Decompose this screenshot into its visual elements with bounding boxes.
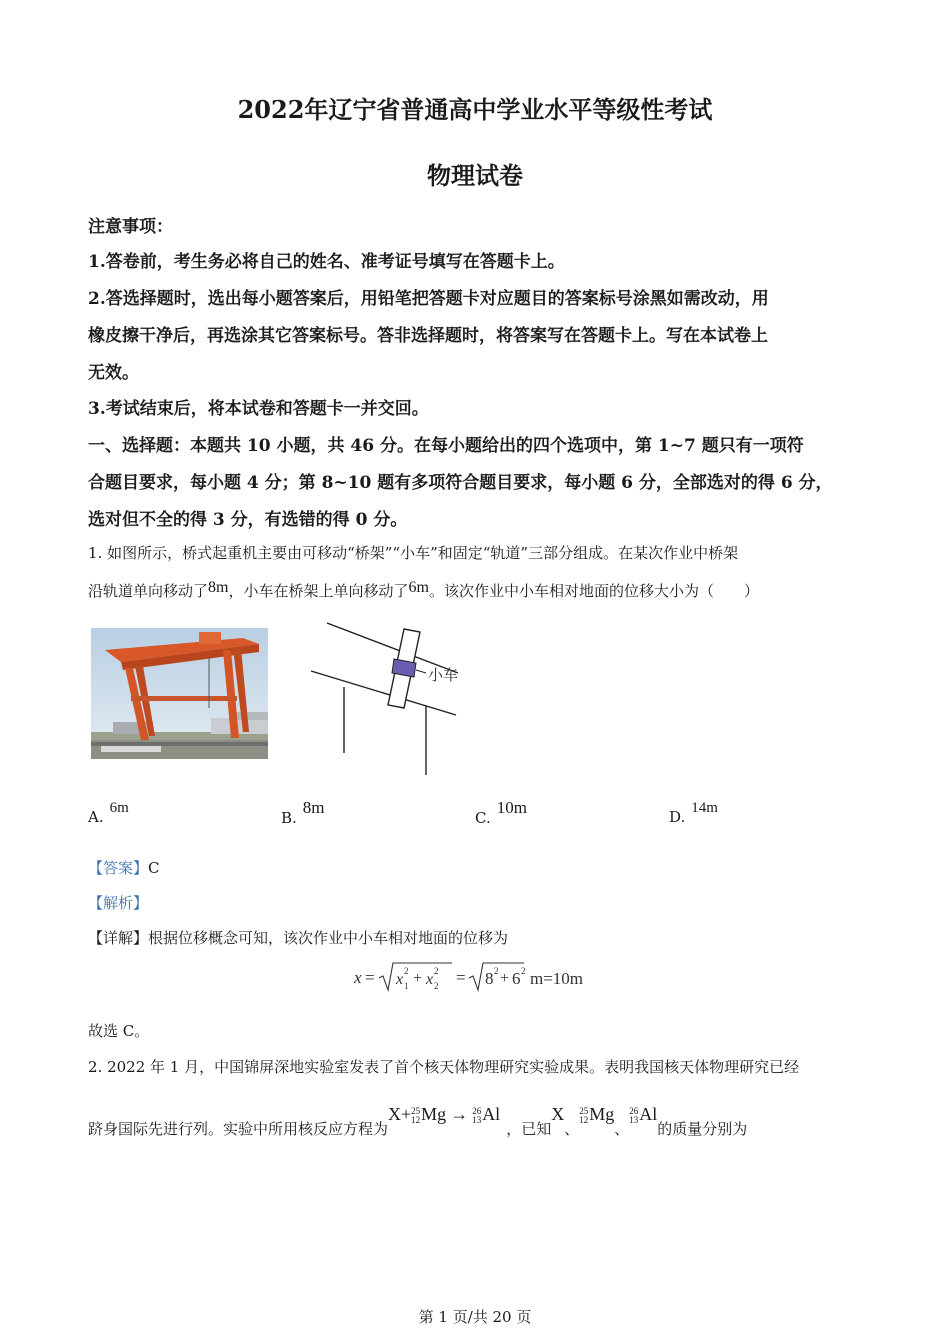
page-footer: 第 1 页/共 20 页	[418, 1308, 532, 1326]
notes-heading: 注意事项：	[88, 217, 173, 237]
svg-text:=: =	[456, 968, 466, 987]
option-c[interactable]: C.10m	[475, 798, 527, 827]
section-1-line-1: 一、选择题：本题共 10 小题，共 46 分。在每小题给出的四个选项中，第 1~7 题只有一项符	[88, 436, 804, 456]
exam-title: 2022年辽宁省普通高中学业水平等级性考试	[237, 95, 713, 124]
answer-tag: 【答案】	[88, 859, 149, 877]
notes-item-2-line-3: 无效。	[88, 363, 139, 383]
notes-item-3: 3.考试结束后，将本试卷和答题卡一并交回。	[88, 399, 429, 419]
formula-result: m=10m	[530, 969, 584, 988]
svg-text:2: 2	[404, 966, 409, 976]
q1-answer	[88, 857, 160, 878]
svg-text:2: 2	[521, 966, 526, 976]
nuclide-x: X	[551, 1104, 565, 1124]
option-a[interactable]: A. 6m	[88, 800, 129, 826]
section-1-line-2: 合题目要求，每小题 4 分；第 8~10 题有多项符合题目要求，每小题 6 分，全部选对的得 6 分，	[88, 473, 833, 493]
notes-item-1: 1.答卷前，考生务必将自己的姓名、准考证号填写在答题卡上。	[88, 252, 565, 272]
svg-text:+: +	[500, 970, 510, 987]
nuclide-al: 26 13Al	[629, 1104, 658, 1125]
notes-item-2-line-1: 2.答选择题时，选出每小题答案后，用铅笔把答题卡对应题目的答案标号涂黑如需改动，用	[88, 289, 769, 309]
detail-tag: 【详解】	[88, 929, 149, 947]
exam-subtitle: 物理试卷	[427, 161, 523, 190]
svg-text:=: =	[365, 968, 375, 987]
option-b[interactable]: B.8m	[281, 798, 325, 827]
q1-stem-line-2: 沿轨道单向移动了8m，小车在桥架上单向移动了6m。该次作业中小车相对地面的位移大小为（ ）	[88, 579, 759, 600]
svg-text:x: x	[354, 968, 362, 987]
q2-stem-line-2: 跻身国际先进行列。实验中所用核反应方程为X+25 12Mg → 26 13Al，已知X、25 12Mg、26 13Al的质量分别为	[88, 1104, 748, 1138]
section-1-line-3: 选对但不全的得 3 分，有选错的得 0 分。	[88, 510, 408, 530]
cart-label: 小车	[428, 666, 459, 684]
q1-stem-line-1: 1. 如图所示，桥式起重机主要由可移动“桥架”“小车”和固定“轨道”三部分组成。在某次作业中桥架	[88, 544, 739, 562]
q2-stem-line-1: 2. 2022 年 1 月，中国锦屏深地实验室发表了首个核天体物理研究实验成果。表明我国核天体物理研究已经	[88, 1058, 800, 1076]
svg-text:1: 1	[404, 981, 409, 991]
svg-text:6: 6	[512, 969, 521, 988]
svg-text:2: 2	[494, 966, 499, 976]
displacement-formula	[352, 958, 612, 998]
svg-text:x: x	[396, 971, 404, 988]
svg-text:2: 2	[434, 966, 439, 976]
svg-text:+: +	[413, 970, 423, 987]
reaction-equation: X+25 12Mg → 26 13Al	[388, 1104, 501, 1125]
crane-schematic-diagram	[300, 615, 470, 785]
option-d[interactable]: D. 14m	[669, 800, 718, 826]
nuclide-mg: 25 12Mg	[579, 1104, 615, 1125]
notes-item-2-line-2: 橡皮擦干净后，再选涂其它答案标号。答非选择题时，将答案写在答题卡上。写在本试卷上	[88, 326, 768, 346]
svg-text:x: x	[426, 971, 434, 988]
gantry-crane-photo	[91, 628, 268, 759]
q1-conclusion: 故选 C。	[88, 1022, 150, 1040]
svg-text:8: 8	[485, 969, 494, 988]
answer-value: C	[148, 859, 160, 877]
q1-detail: 【详解】根据位移概念可知，该次作业中小车相对地面的位移为	[88, 929, 509, 947]
analysis-tag: 【解析】	[88, 894, 149, 912]
svg-text:2: 2	[434, 981, 439, 991]
